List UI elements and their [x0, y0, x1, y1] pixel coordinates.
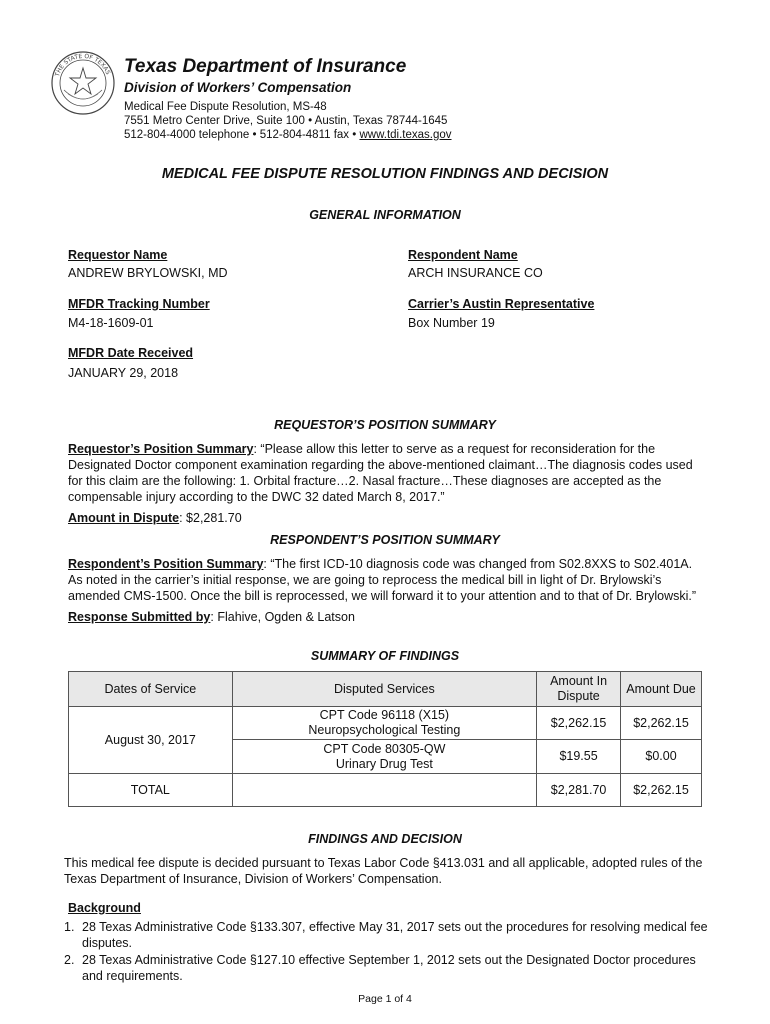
division-name: Division of Workers’ Compensation	[124, 80, 352, 95]
requestor-name-value: ANDREW BRYLOWSKI, MD	[68, 266, 228, 280]
findings-decision-heading: FINDINGS AND DECISION	[308, 832, 462, 846]
website-link[interactable]: www.tdi.texas.gov	[359, 129, 452, 141]
amount-in-dispute-value: : $2,281.70	[179, 511, 242, 525]
date-received-value: JANUARY 29, 2018	[68, 366, 179, 380]
contact-line	[124, 128, 452, 142]
document-title: MEDICAL FEE DISPUTE RESOLUTION FINDINGS AND DECISION	[161, 166, 609, 182]
general-info-heading: GENERAL INFORMATION	[309, 208, 461, 222]
list-number: 2.	[64, 953, 75, 967]
background-label: Background	[68, 901, 141, 915]
response-submitted-label: Response Submitted by	[68, 610, 211, 624]
date-of-service-cell: August 30, 2017	[69, 707, 233, 774]
carrier-rep-label: Carrier’s Austin Representative	[408, 297, 595, 311]
address-line: 7551 Metro Center Drive, Suite 100 • Austin, Texas 78744-1645	[124, 115, 448, 127]
requestor-summary-label: Requestor’s Position Summary	[68, 442, 254, 456]
table-header-row	[69, 672, 702, 707]
disputed-service-cell	[232, 740, 536, 774]
page-number: Page 1 of 4	[358, 993, 412, 1005]
date-received-label: MFDR Date Received	[68, 346, 194, 360]
decision-intro: This medical fee dispute is decided pursuant to Texas Labor Code §413.031 and all applicable, adopted rules of the Texas Department of Insurance, Division of Workers’ Compensation.	[64, 856, 703, 886]
tracking-number-value: M4-18-1609-01	[68, 316, 154, 330]
list-item	[64, 919, 714, 951]
requestor-summary-heading: REQUESTOR’S POSITION SUMMARY	[274, 418, 496, 432]
service-description: Urinary Drug Test	[335, 756, 433, 771]
respondent-summary-label: Respondent’s Position Summary	[68, 557, 264, 571]
list-number: 1.	[64, 920, 75, 934]
amount-in-dispute-cell: $19.55	[537, 740, 621, 774]
column-header: Amount In Dispute	[537, 672, 621, 707]
list-item	[64, 952, 714, 984]
service-description: Neuropsychological Testing	[308, 723, 461, 737]
total-empty-cell	[232, 774, 536, 807]
amount-due-cell: $0.00	[621, 740, 702, 774]
response-submitted-line	[68, 609, 708, 625]
total-due-cell: $2,262.15	[621, 774, 702, 807]
service-code: CPT Code 80305-QW	[323, 741, 446, 756]
response-submitted-value: : Flahive, Ogden & Latson	[210, 610, 355, 624]
agency-name: Texas Department of Insurance	[124, 56, 407, 77]
requestor-name-label: Requestor Name	[68, 248, 168, 262]
table-total-row	[69, 774, 702, 807]
list-text: 28 Texas Administrative Code §133.307, effective May 31, 2017 sets out the procedures for resolving medical fee disputes.	[82, 920, 708, 950]
texas-seal-icon	[50, 50, 116, 116]
requestor-summary-text: : “Please allow this letter to serve as a request for reconsideration for the Designated Doctor component examination regarding the above-mentioned claimant…The diagnosis codes used for this claim are the following: 1. Orbital fracture…2. Nasal fracture…These diagnoses are accepted as the compensable injury according to the DWC 32 dated March 8, 2017.”	[68, 442, 693, 504]
total-label-cell: TOTAL	[69, 774, 233, 807]
phone-fax: 512-804-4000 telephone • 512-804-4811 fax •	[124, 129, 360, 141]
disputed-service-cell	[232, 707, 536, 740]
list-text: 28 Texas Administrative Code §127.10 effective September 1, 2012 sets out the Designated Doctor procedures and requirements.	[82, 953, 696, 983]
carrier-rep-value: Box Number 19	[408, 316, 495, 330]
respondent-summary-heading: RESPONDENT’S POSITION SUMMARY	[270, 533, 500, 547]
background-list	[64, 919, 714, 985]
tracking-number-label: MFDR Tracking Number	[68, 297, 210, 311]
amount-due-cell: $2,262.15	[621, 707, 702, 740]
unit-line: Medical Fee Dispute Resolution, MS-48	[124, 101, 327, 113]
column-header: Disputed Services	[232, 672, 536, 707]
svg-text:THE STATE OF TEXAS: THE STATE OF TEXAS	[53, 52, 112, 78]
requestor-summary-paragraph	[68, 441, 708, 505]
summary-findings-heading: SUMMARY OF FINDINGS	[310, 649, 460, 663]
respondent-summary-paragraph	[68, 556, 708, 604]
amount-in-dispute-cell: $2,262.15	[537, 707, 621, 740]
findings-table	[68, 671, 702, 807]
amount-in-dispute-line	[68, 510, 708, 526]
service-code: CPT Code 96118 (X15)	[319, 708, 450, 722]
amount-in-dispute-label: Amount in Dispute	[68, 511, 180, 525]
respondent-summary-text: : “The first ICD-10 diagnosis code was changed from S02.8XXS to S02.401A. As noted in the carrier’s initial response, we are going to reprocess the medical bill in light of Dr. Brylowski’s amended CMS-1500. Once the bill is reprocessed, we will forward it to your attention and to that of Dr. Brylowski.”	[68, 557, 697, 603]
total-in-dispute-cell: $2,281.70	[537, 774, 621, 807]
column-header: Amount Due	[621, 672, 702, 707]
column-header: Dates of Service	[69, 672, 233, 707]
table-row	[69, 707, 702, 740]
respondent-name-label: Respondent Name	[408, 248, 518, 262]
respondent-name-value: ARCH INSURANCE CO	[408, 266, 543, 280]
